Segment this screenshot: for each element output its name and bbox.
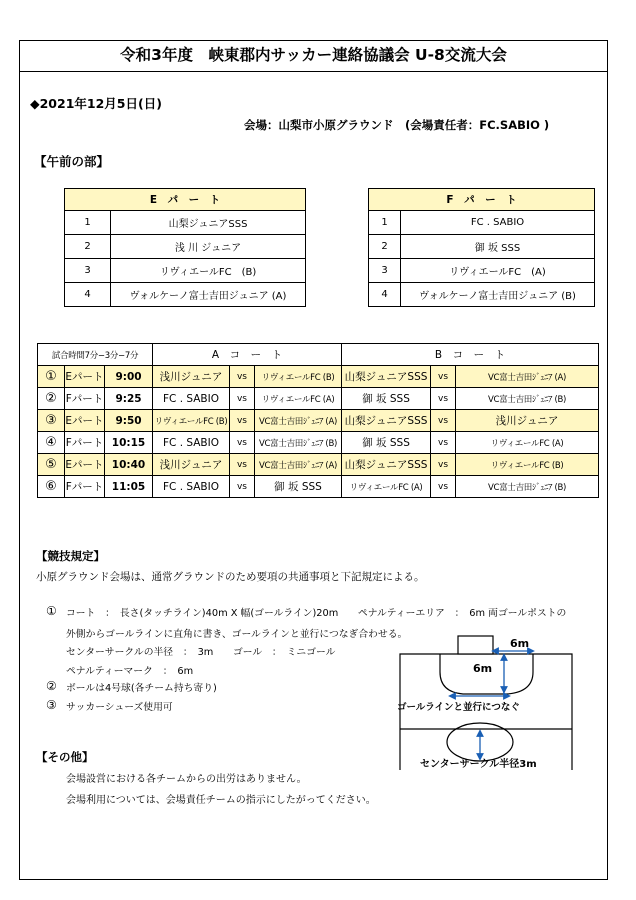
rule-item1-number: ①	[46, 604, 57, 618]
rules-heading: 【競技規定】	[36, 549, 105, 563]
other-line1: 会場設営における各チームからの出労はありません。	[66, 774, 307, 785]
court-a-team1: 浅川ジュニア	[153, 454, 230, 476]
match-row	[38, 388, 599, 410]
team-name: ヴォルケーノ富士吉田ジュニア (B)	[401, 283, 595, 307]
team-no: 4	[369, 283, 401, 307]
match-part: Fパート	[65, 388, 105, 410]
team-name: リヴィエールFC (B)	[111, 259, 306, 283]
match-part: Eパート	[65, 366, 105, 388]
vs-label: vs	[431, 432, 456, 454]
team-name: 御 坂 SSS	[401, 235, 595, 259]
team-name: 山梨ジュニアSSS	[111, 211, 306, 235]
court-a-team1: リヴィエールFC (B)	[153, 410, 230, 432]
court-b-team2: VC富士吉田ｼﾞｭﾆｱ (A)	[456, 366, 599, 388]
vs-label: vs	[431, 476, 456, 498]
page-title: 令和3年度 峡東郡内サッカー連絡協議会 U-8交流大会	[19, 40, 608, 72]
part-e-table	[64, 188, 306, 307]
team-name: FC . SABIO	[401, 211, 595, 235]
team-row	[369, 235, 595, 259]
team-no: 4	[65, 283, 111, 307]
rule-item1-line2: 外側からゴールラインに直角に書き、ゴールラインと並行につなぎ合わせる。	[66, 629, 408, 640]
rule-item1-line4: ペナルティーマーク ： 6m	[66, 666, 194, 677]
vs-label: vs	[230, 432, 255, 454]
label-6m-top: 6m	[510, 637, 530, 650]
vs-label: vs	[230, 476, 255, 498]
rule-item1-line1: コート ： 長さ(タッチライン)40m X 幅(ゴールライン)20m ペナルティーエリア ： 6m 両ゴールポストの	[66, 608, 567, 619]
court-b-team1: 山梨ジュニアSSS	[342, 366, 431, 388]
court-b-team2: リヴィエールFC (A)	[456, 432, 599, 454]
other-line2: 会場利用については、会場責任チームの指示にしたがってください。	[66, 795, 376, 806]
match-time: 11:05	[105, 476, 153, 498]
vs-label: vs	[431, 410, 456, 432]
court-b-team1: 山梨ジュニアSSS	[342, 454, 431, 476]
team-row	[65, 235, 306, 259]
match-no: ②	[38, 388, 65, 410]
vs-label: vs	[230, 388, 255, 410]
court-b-header: B コ ー ト	[342, 344, 599, 366]
event-date: ◆2021年12月5日(日)	[30, 96, 162, 111]
team-name: 浅 川 ジュニア	[111, 235, 306, 259]
team-no: 2	[65, 235, 111, 259]
rules-intro: 小原グラウンド会場は、通常グラウンドのため要項の共通事項と下記規定による。	[36, 571, 425, 583]
team-row	[65, 283, 306, 307]
vs-label: vs	[431, 366, 456, 388]
court-a-team2: 御 坂 SSS	[255, 476, 342, 498]
court-b-team2: リヴィエールFC (B)	[456, 454, 599, 476]
court-a-team2: VC富士吉田ｼﾞｭﾆｱ (A)	[255, 410, 342, 432]
field-diagram	[395, 632, 585, 772]
court-a-team1: FC . SABIO	[153, 476, 230, 498]
rule-item3-number: ③	[46, 698, 57, 712]
court-a-team2: VC富士吉田ｼﾞｭﾆｱ (B)	[255, 432, 342, 454]
court-b-team2: VC富士吉田ｼﾞｭﾆｱ (B)	[456, 476, 599, 498]
morning-section-heading: 【午前の部】	[34, 154, 110, 169]
rule-item3: サッカーシューズ使用可	[66, 702, 173, 713]
court-a-header: A コ ー ト	[153, 344, 342, 366]
match-part: Fパート	[65, 432, 105, 454]
match-row	[38, 454, 599, 476]
court-b-team1: 御 坂 SSS	[342, 432, 431, 454]
match-row	[38, 410, 599, 432]
court-b-team2: 浅川ジュニア	[456, 410, 599, 432]
goal-icon	[458, 636, 493, 654]
vs-label: vs	[230, 366, 255, 388]
match-schedule-table	[37, 343, 599, 498]
match-time: 10:40	[105, 454, 153, 476]
court-a-team1: FC . SABIO	[153, 388, 230, 410]
court-a-team2: VC富士吉田ｼﾞｭﾆｱ (A)	[255, 454, 342, 476]
match-row	[38, 432, 599, 454]
other-heading: 【その他】	[36, 750, 94, 764]
rule-item1-line3: センターサークルの半径 ： 3m ゴール ： ミニゴール	[66, 647, 336, 658]
rule-item2: ボールは4号球(各チーム持ち寄り)	[66, 683, 217, 694]
part-f-table	[368, 188, 595, 307]
match-time: 9:50	[105, 410, 153, 432]
team-no: 1	[369, 211, 401, 235]
match-no: ①	[38, 366, 65, 388]
part-e-header: E パ ー ト	[65, 189, 306, 211]
part-f-header: F パ ー ト	[369, 189, 595, 211]
match-no: ⑤	[38, 454, 65, 476]
match-time: 9:25	[105, 388, 153, 410]
match-time: 9:00	[105, 366, 153, 388]
vs-label: vs	[431, 388, 456, 410]
team-row	[369, 259, 595, 283]
match-time: 10:15	[105, 432, 153, 454]
match-row	[38, 476, 599, 498]
court-a-team2: リヴィエールFC (B)	[255, 366, 342, 388]
label-goal-line: ゴールラインと並行につなぐ	[397, 702, 520, 713]
match-row	[38, 366, 599, 388]
team-no: 3	[65, 259, 111, 283]
match-part: Eパート	[65, 410, 105, 432]
rule-item2-number: ②	[46, 679, 57, 693]
team-name: リヴィエールFC (A)	[401, 259, 595, 283]
match-no: ③	[38, 410, 65, 432]
match-time-header: 試合時間7分−3分−7分	[38, 344, 153, 366]
team-name: ヴォルケーノ富士吉田ジュニア (A)	[111, 283, 306, 307]
court-a-team1: FC . SABIO	[153, 432, 230, 454]
vs-label: vs	[431, 454, 456, 476]
match-no: ⑥	[38, 476, 65, 498]
team-row	[65, 211, 306, 235]
venue-info: 会場：山梨市小原グラウンド (会場責任者：FC.SABIO )	[244, 118, 550, 132]
court-a-team2: リヴィエールFC (A)	[255, 388, 342, 410]
court-a-team1: 浅川ジュニア	[153, 366, 230, 388]
label-center-circle: センターサークル半径3m	[420, 759, 537, 770]
match-part: Fパート	[65, 476, 105, 498]
team-no: 1	[65, 211, 111, 235]
label-6m-side: 6m	[473, 662, 493, 675]
court-b-team1: 御 坂 SSS	[342, 388, 431, 410]
team-row	[369, 283, 595, 307]
match-part: Eパート	[65, 454, 105, 476]
court-b-team2: VC富士吉田ｼﾞｭﾆｱ (B)	[456, 388, 599, 410]
court-b-team1: 山梨ジュニアSSS	[342, 410, 431, 432]
team-no: 2	[369, 235, 401, 259]
court-b-team1: リヴィエールFC (A)	[342, 476, 431, 498]
team-row	[65, 259, 306, 283]
team-row	[369, 211, 595, 235]
match-no: ④	[38, 432, 65, 454]
vs-label: vs	[230, 410, 255, 432]
vs-label: vs	[230, 454, 255, 476]
team-no: 3	[369, 259, 401, 283]
